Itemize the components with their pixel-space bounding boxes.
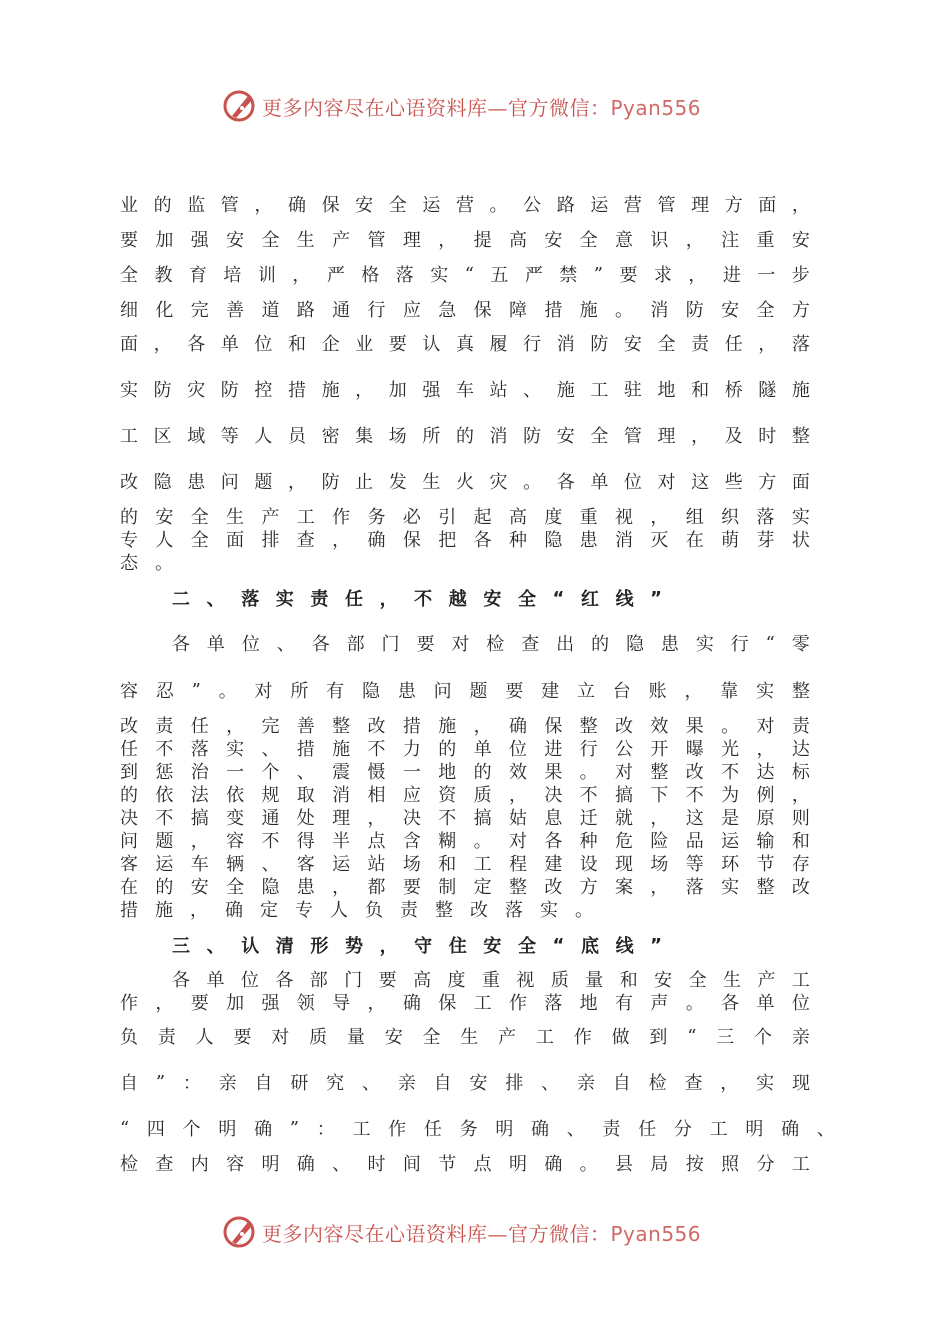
text-line: 各 单 位 各 部 门 要 高 度 重 视 质 量 和 安 全 生 产 工: [172, 970, 810, 991]
pen-nib-logo-icon: [222, 1214, 258, 1250]
text-line: 到 惩 治 一 个 、 震 慑 一 地 的 效 果 。 对 整 改 不 达 标: [120, 762, 810, 783]
text-line: 负 责 人 要 对 质 量 安 全 生 产 工 作 做 到 “ 三 个 亲: [120, 1025, 810, 1048]
banner-wechat-id: Pyan556: [610, 96, 702, 120]
text-line: 要 加 强 安 全 生 产 管 理 ， 提 高 安 全 意 识 ， 注 重 安: [120, 230, 810, 251]
bottom-banner: [0, 1212, 950, 1252]
banner-wechat-id: Pyan556: [610, 1222, 702, 1246]
text-line: 措 施 ， 确 定 专 人 负 责 整 改 落 实 。: [120, 900, 593, 921]
text-line: 在 的 安 全 隐 患 ， 都 要 制 定 整 改 方 案 ， 落 实 整 改: [120, 877, 810, 898]
text-line: 的 依 法 依 规 取 消 相 应 资 质 ， 决 不 搞 下 不 为 例 ，: [120, 785, 810, 806]
text-line: 容 忍 ” 。 对 所 有 隐 患 问 题 要 建 立 台 账 ， 靠 实 整: [120, 679, 810, 702]
text-line: 各 单 位 、 各 部 门 要 对 检 查 出 的 隐 患 实 行 “ 零: [172, 632, 810, 655]
banner-text: 更多内容尽在心语资料库—官方微信：Pyan556: [262, 96, 702, 120]
text-line: 作 ， 要 加 强 领 导 ， 确 保 工 作 落 地 有 声 。 各 单 位: [120, 993, 810, 1014]
banner-text: 更多内容尽在心语资料库—官方微信：Pyan556: [262, 1222, 702, 1246]
text-line: 改 责 任 ， 完 善 整 改 措 施 ， 确 保 整 改 效 果 。 对 责: [120, 716, 810, 737]
text-line: 工 区 域 等 人 员 密 集 场 所 的 消 防 安 全 管 理 ， 及 时 整: [120, 426, 810, 447]
text-line: 态 。: [120, 553, 173, 574]
text-line: 的 安 全 生 产 工 作 务 必 引 起 高 度 重 视 ， 组 织 落 实: [120, 507, 810, 528]
top-banner: [0, 86, 950, 126]
text-line: 任 不 落 实 、 措 施 不 力 的 单 位 进 行 公 开 曝 光 ， 达: [120, 739, 810, 760]
pen-nib-logo-icon: [222, 88, 258, 124]
text-line: 决 不 搞 变 通 处 理 ， 决 不 搞 姑 息 迁 就 ， 这 是 原 则: [120, 808, 810, 829]
text-line: 改 隐 患 问 题 ， 防 止 发 生 火 灾 。 各 单 位 对 这 些 方 面: [120, 472, 810, 493]
text-line: “ 四 个 明 确 ” ： 工 作 任 务 明 确 、 责 任 分 工 明 确 、: [120, 1117, 835, 1140]
text-line: 面 ， 各 单 位 和 企 业 要 认 真 履 行 消 防 安 全 责 任 ， 落: [120, 334, 810, 355]
section-heading: 二 、 落 实 责 任 ， 不 越 安 全 “ 红 线 ”: [172, 587, 662, 610]
section-heading: 三 、 认 清 形 势 ， 守 住 安 全 “ 底 线 ”: [172, 934, 662, 957]
text-line: 专 人 全 面 排 查 ， 确 保 把 各 种 隐 患 消 灭 在 萌 芽 状: [120, 530, 810, 551]
text-line: 自 ” ： 亲 自 研 究 、 亲 自 安 排 、 亲 自 检 查 ， 实 现: [120, 1071, 810, 1094]
text-line: 业 的 监 管 ， 确 保 安 全 运 营 。 公 路 运 营 管 理 方 面 ，: [120, 195, 810, 216]
text-line: 全 教 育 培 训 ， 严 格 落 实 “ 五 严 禁 ” 要 求 ， 进 一 步: [120, 263, 810, 286]
text-line: 细 化 完 善 道 路 通 行 应 急 保 障 措 施 。 消 防 安 全 方: [120, 300, 810, 321]
text-line: 实 防 灾 防 控 措 施 ， 加 强 车 站 、 施 工 驻 地 和 桥 隧 施: [120, 380, 810, 401]
text-line: 客 运 车 辆 、 客 运 站 场 和 工 程 建 设 现 场 等 环 节 存: [120, 854, 810, 875]
text-line: 检 查 内 容 明 确 、 时 间 节 点 明 确 。 县 局 按 照 分 工: [120, 1154, 810, 1175]
text-line: 问 题 ， 容 不 得 半 点 含 糊 。 对 各 种 危 险 品 运 输 和: [120, 831, 810, 852]
